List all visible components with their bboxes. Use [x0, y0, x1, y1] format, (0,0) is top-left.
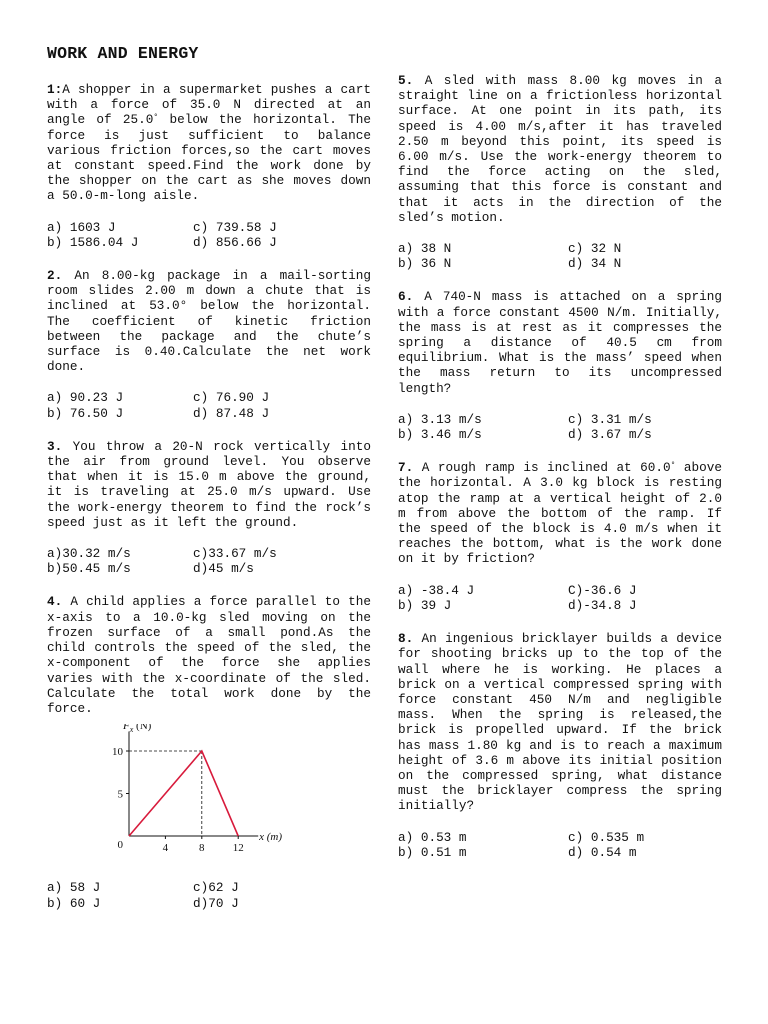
option-c[interactable]: c)62 J	[193, 880, 239, 896]
option-b[interactable]: b)50.45 m/s	[47, 561, 131, 577]
question-2	[47, 268, 371, 421]
option-d[interactable]: d)70 J	[193, 895, 239, 911]
option-a[interactable]: a) 1603 J	[47, 219, 116, 235]
option-a[interactable]: a) 38 N	[398, 241, 452, 257]
degree-symbol: °	[670, 461, 676, 471]
option-d[interactable]: d) 87.48 J	[193, 405, 270, 421]
answer-options	[398, 583, 722, 613]
question-4	[47, 594, 371, 910]
right-column	[398, 73, 722, 878]
left-column	[47, 82, 371, 929]
question-text: 1:A shopper in a supermarket pushes a cart with a force of 35.0 N directed at an angle of 25.0° below the horizontal. The force is just sufficient to balance various friction forces,so the cart moves at constant speed.Find the work done by the shopper on the cart as she moves down a 50.0-m-long aisle.	[47, 82, 371, 204]
question-number: 4.	[47, 594, 63, 610]
question-6	[398, 289, 722, 442]
option-b[interactable]: b) 3.46 m/s	[398, 427, 482, 443]
question-number: 1:	[47, 82, 63, 97]
option-d[interactable]: d) 856.66 J	[193, 234, 277, 250]
question-text: 4. A child applies a force parallel to the x-axis to a 10.0-kg sled moving on the frozen surface of a small pond.As the child controls the speed of the sled, the x-component of the force she applies varies with the x-coordinate of the sled. Calculate the total work done by the force.	[47, 594, 371, 716]
degree-symbol: °	[153, 113, 159, 123]
answer-options	[47, 546, 371, 576]
option-c[interactable]: c) 3.31 m/s	[568, 411, 652, 427]
option-b[interactable]: b) 36 N	[398, 256, 452, 272]
question-text: 3. You throw a 20-N rock vertically into the air from ground level. You observe that when it is 15.0 m above the ground, it is traveling at 25.0 m/s upward. Use the work-energy theorem to find the rock’s speed just as it left the ground.	[47, 438, 371, 530]
option-a[interactable]: a) 3.13 m/s	[398, 411, 482, 427]
y-axis-label-unit: (N)	[133, 724, 152, 733]
x-axis-label: x (m)	[259, 831, 283, 844]
question-text: 2. An 8.00-kg package in a mail-sorting room slides 2.00 m down a chute that is inclined at 53.0° below the horizontal. The coefficient of kinetic friction between the package and the chute’s surface is 0.40.Calculate the net work done.	[47, 268, 371, 375]
option-a[interactable]: a) 0.53 m	[398, 829, 467, 845]
x-tick-label: 12	[232, 842, 244, 855]
answer-options	[398, 412, 722, 442]
option-c[interactable]: c)33.67 m/s	[193, 546, 277, 562]
question-5	[398, 73, 722, 271]
question-8	[398, 631, 722, 860]
question-number: 2.	[47, 268, 63, 284]
option-a[interactable]: a) 90.23 J	[47, 390, 124, 406]
answer-options	[398, 830, 722, 860]
question-number: 6.	[398, 289, 414, 305]
force-line	[129, 751, 238, 836]
force-position-graph	[107, 724, 297, 864]
question-text: 6. A 740-N mass is attached on a spring with a force constant 4500 N/m. Initially, the mass is at rest as it compresses the spring a distance of 40.5 cm from equilibrium. What is the mass’ speed when the mass return to its uncompressed length?	[398, 289, 722, 396]
option-d[interactable]: d) 3.67 m/s	[568, 427, 652, 443]
option-b[interactable]: b) 60 J	[47, 895, 101, 911]
question-text: 5. A sled with mass 8.00 kg moves in a straight line on a frictionless horizontal surface. At one point in its path, its speed is 4.00 m/s,after it has traveled 2.50 m beyond this point, its speed is 6.00 m/s. Use the work-energy theorem to find the force acting on the sled, assuming that this force is constant and that it acts in the direction of the sled’s motion.	[398, 73, 722, 225]
page-title: WORK AND ENERGY	[47, 44, 199, 63]
question-number: 8.	[398, 631, 414, 647]
option-c[interactable]: c) 32 N	[568, 241, 622, 257]
option-d[interactable]: d) 0.54 m	[568, 844, 637, 860]
question-3	[47, 439, 371, 577]
option-c[interactable]: c) 739.58 J	[193, 219, 277, 235]
answer-options	[398, 241, 722, 271]
option-b[interactable]: b) 0.51 m	[398, 844, 467, 860]
option-a[interactable]: a) -38.4 J	[398, 582, 475, 598]
answer-options	[47, 390, 371, 420]
answer-options	[47, 880, 371, 910]
x-tick-label: 4	[162, 842, 169, 855]
option-d[interactable]: d)45 m/s	[193, 561, 254, 577]
question-1	[47, 82, 371, 250]
option-a[interactable]: a)30.32 m/s	[47, 546, 131, 562]
option-c[interactable]: c) 0.535 m	[568, 829, 645, 845]
option-b[interactable]: b) 76.50 J	[47, 405, 124, 421]
question-7	[398, 460, 722, 613]
option-c[interactable]: C)-36.6 J	[568, 582, 637, 598]
y-tick-label: 10	[112, 746, 123, 759]
y-axis-label-subscript: x	[129, 725, 134, 735]
y-axis-label: $F_x$ (N)	[122, 724, 152, 734]
question-text: 7. A rough ramp is inclined at 60.0° above the horizontal. A 3.0 kg block is resting atop the ramp at a vertical height of 2.0 m from above the bottom of the ramp. If the speed of the block is 4.0 m/s when it reaches the bottom, what is the work done on it by friction?	[398, 460, 722, 567]
option-b[interactable]: b) 39 J	[398, 597, 452, 613]
question-number: 5.	[398, 73, 414, 88]
option-c[interactable]: c) 76.90 J	[193, 390, 270, 406]
option-a[interactable]: a) 58 J	[47, 880, 101, 896]
y-tick-label: 0	[117, 839, 123, 852]
answer-options	[47, 220, 371, 250]
x-tick-label: 8	[199, 842, 205, 855]
question-text: 8. An ingenious bricklayer builds a device for shooting bricks up to the top of the wall where he is working. He places a brick on a vertical compressed spring with force constant 450 N/m and negligible mass. When the spring is released,the brick is propelled upward. If the brick has mass 1.80 kg and is to reach a maximum height of 3.6 m above its initial position on the compressed spring, what distance must the bricklayer compress the spring initially?	[398, 631, 722, 814]
question-number: 3.	[47, 438, 63, 454]
option-d[interactable]: d) 34 N	[568, 256, 622, 272]
y-tick-label: 5	[117, 788, 123, 801]
option-b[interactable]: b) 1586.04 J	[47, 234, 139, 250]
question-number: 7.	[398, 460, 414, 476]
option-d[interactable]: d)-34.8 J	[568, 597, 637, 613]
